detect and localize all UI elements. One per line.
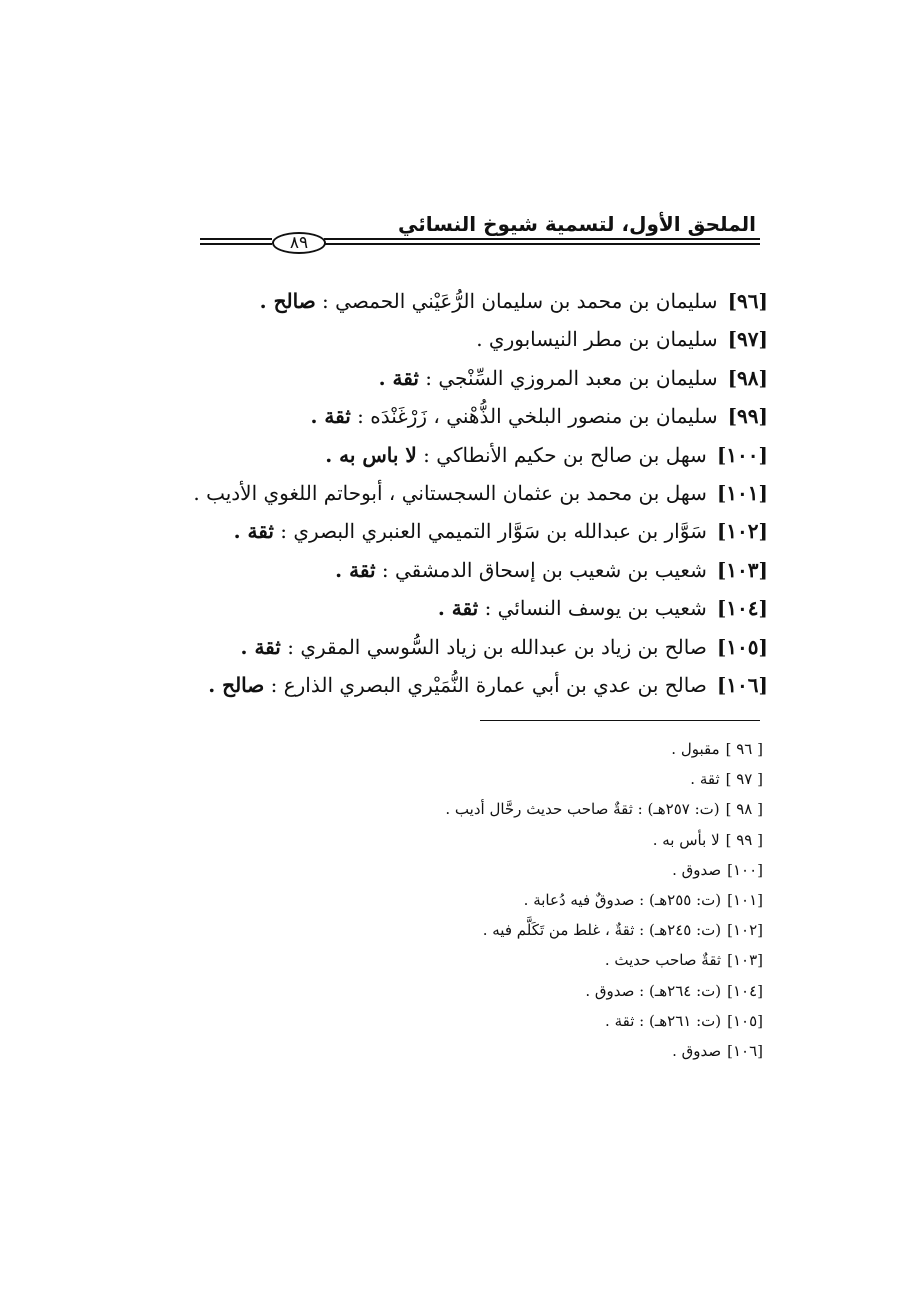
entry-grade: ثقة . bbox=[310, 404, 351, 429]
footnote-item bbox=[263, 794, 763, 824]
entry-grade: ثقة . bbox=[233, 519, 274, 544]
entry-name: صالح بن عدي بن أبي عمارة النُّمَيْري البصري الذارع : bbox=[270, 672, 707, 697]
footnote-number: [١٠٥] bbox=[727, 1011, 763, 1030]
entry-name: سهل بن محمد بن عثمان السجستاني ، أبوحاتم اللغوي الأديب . bbox=[193, 480, 707, 505]
footnote-text: (ت: ٢٦١هـ) : ثقة . bbox=[605, 1011, 722, 1030]
footnote-item bbox=[263, 764, 763, 794]
entry-grade: ثقة . bbox=[378, 365, 419, 390]
footnote-number: [١٠٠] bbox=[727, 860, 763, 879]
entry-grade: صالح . bbox=[259, 289, 316, 313]
entry-number: [١٠٥] bbox=[716, 634, 768, 659]
header-rule-line-right-top bbox=[324, 238, 760, 240]
footnote-text: صدوق . bbox=[672, 860, 722, 879]
narrator-entry bbox=[128, 512, 768, 550]
entry-number: [٩٦] bbox=[727, 289, 768, 313]
entry-name: سليمان بن منصور البلخي الذُّهْني ، زَرْغَنْدَه : bbox=[357, 404, 718, 429]
entry-number: [٩٨] bbox=[727, 365, 768, 390]
footnote-item bbox=[263, 945, 763, 975]
footnote-text: (ت: ٢٦٤هـ) : صدوق . bbox=[585, 981, 722, 1000]
entry-name: سليمان بن معبد المروزي السِّنْجي : bbox=[425, 365, 718, 390]
footnote-item bbox=[263, 1006, 763, 1036]
entry-number: [١٠٢] bbox=[716, 519, 768, 544]
footnote-item bbox=[263, 915, 763, 945]
footnote-item bbox=[263, 825, 763, 855]
header-rule bbox=[200, 232, 760, 254]
entry-number: [١٠٦] bbox=[716, 672, 768, 697]
entry-name: شعيب بن يوسف النسائي : bbox=[484, 596, 707, 621]
footnote-item bbox=[263, 885, 763, 915]
narrator-entry bbox=[128, 551, 768, 589]
entry-number: [٩٧] bbox=[727, 327, 768, 352]
footnote-text: (ت: ٢٤٥هـ) : ثقةٌ ، غلط من تَكَلَّم فيه . bbox=[482, 921, 722, 940]
narrator-entry bbox=[128, 282, 768, 320]
entry-name: سليمان بن مطر النيسابوري . bbox=[476, 327, 718, 352]
footnote-number: [ ٩٩ ] bbox=[725, 830, 763, 849]
entry-name: سهل بن صالح بن حكيم الأنطاكي : bbox=[423, 442, 707, 467]
entry-number: [١٠٤] bbox=[716, 596, 768, 621]
footnote-number: [ ٩٧ ] bbox=[725, 770, 763, 789]
footnote-number: [١٠٣] bbox=[727, 951, 763, 970]
footnote-number: [١٠٦] bbox=[727, 1041, 763, 1060]
narrator-entry bbox=[128, 320, 768, 358]
footnote-text: ثقةٌ صاحب حديث . bbox=[604, 951, 722, 970]
narrator-entry bbox=[128, 474, 768, 512]
footnote-divider bbox=[480, 720, 760, 721]
header-rule-line-left-top bbox=[200, 238, 272, 240]
running-title: الملحق الأول، لتسمية شيوخ النسائي bbox=[397, 212, 756, 236]
footnote-item bbox=[263, 855, 763, 885]
footnote-text: لا بأس به . bbox=[652, 830, 720, 849]
entry-number: [١٠٣] bbox=[716, 557, 768, 582]
entry-number: [١٠١] bbox=[716, 480, 768, 505]
narrator-entry bbox=[128, 666, 768, 704]
narrator-entry bbox=[128, 397, 768, 435]
entry-number: [٩٩] bbox=[727, 404, 768, 429]
page-number: ٨٩ bbox=[272, 232, 326, 254]
footnote-item bbox=[263, 1036, 763, 1066]
footnote-text: مقبول . bbox=[671, 740, 720, 758]
entry-grade: صالح . bbox=[208, 672, 265, 697]
entry-grade: لا باس به . bbox=[325, 442, 417, 467]
footnote-number: [ ٩٦ ] bbox=[725, 740, 763, 758]
entry-grade: ثقة . bbox=[240, 634, 281, 659]
entry-name: شعيب بن شعيب بن إسحاق الدمشقي : bbox=[381, 557, 707, 582]
entry-name: صالح بن زياد بن عبدالله بن زياد السُّوسي المقري : bbox=[287, 634, 707, 659]
narrator-entry bbox=[128, 628, 768, 666]
entry-name: سَوَّار بن عبدالله بن سَوَّار التميمي العنبري البصري : bbox=[280, 519, 707, 544]
footnote-number: [١٠١] bbox=[727, 890, 763, 909]
footnote-text: صدوق . bbox=[672, 1041, 722, 1060]
footnote-text: ثقة . bbox=[690, 770, 720, 789]
entry-name: سليمان بن محمد بن سليمان الرُّعَيْني الحمصي : bbox=[322, 289, 718, 313]
footnotes bbox=[263, 734, 763, 1066]
footnote-text: (ت: ٢٥٥هـ) : صدوقٌ فيه دُعابة . bbox=[523, 890, 722, 909]
entry-grade: ثقة . bbox=[335, 557, 376, 582]
footnote-text: (ت: ٢٥٧هـ) : ثقةٌ صاحب حديث رحَّال أديب . bbox=[445, 800, 720, 819]
footnote-item bbox=[263, 734, 763, 764]
footnote-number: [ ٩٨ ] bbox=[725, 800, 763, 819]
entry-number: [١٠٠] bbox=[716, 442, 768, 467]
narrator-entry bbox=[128, 589, 768, 627]
narrator-list bbox=[128, 282, 768, 704]
footnote-number: [١٠٢] bbox=[727, 921, 763, 940]
entry-grade: ثقة . bbox=[437, 596, 479, 621]
narrator-entry bbox=[128, 436, 768, 474]
footnote-item bbox=[263, 976, 763, 1006]
header-rule-line-left-bottom bbox=[200, 243, 272, 245]
header-rule-line-right-bottom bbox=[324, 243, 760, 245]
footnote-number: [١٠٤] bbox=[727, 981, 763, 1000]
narrator-entry bbox=[128, 359, 768, 397]
